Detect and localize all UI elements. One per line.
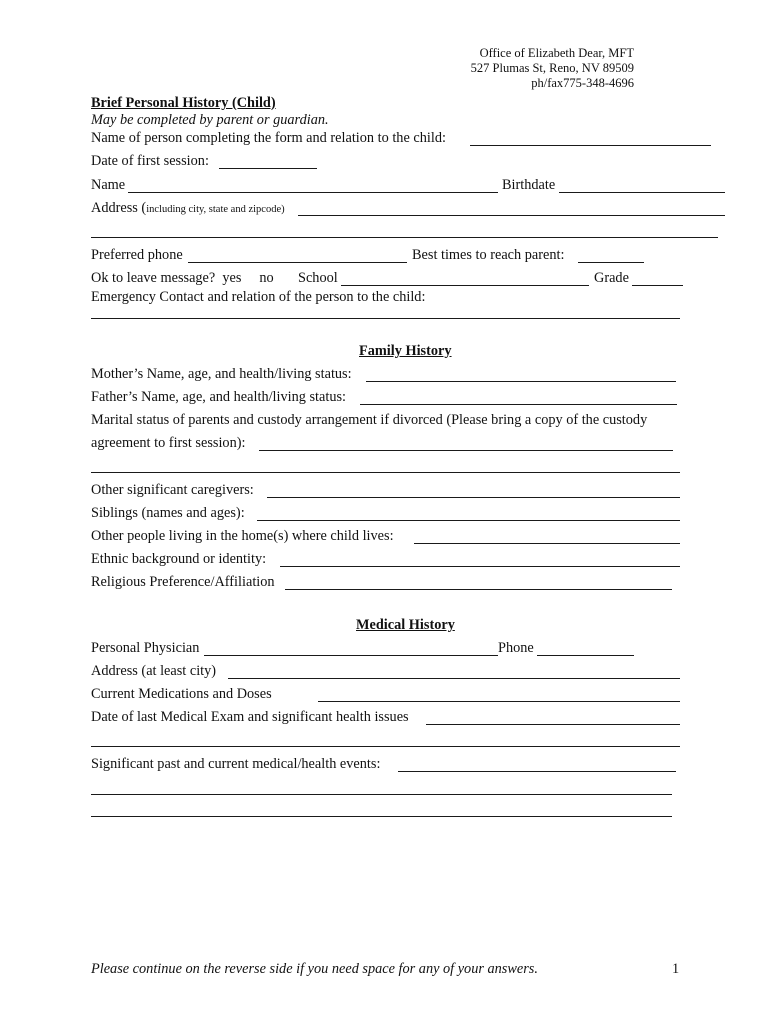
exam-field-2[interactable]: [91, 728, 684, 750]
grade-label: Grade: [594, 270, 629, 286]
exam-label: Date of last Medical Exam and significant health issues: [91, 709, 409, 725]
name-label: Name: [91, 177, 126, 193]
name-field[interactable]: [128, 174, 502, 196]
birthdate-label: Birthdate: [502, 177, 556, 193]
others-in-home-field[interactable]: [414, 525, 684, 547]
marital-label-2: agreement to first session):: [91, 435, 246, 451]
office-name: Office of Elizabeth Dear, MFT: [479, 46, 634, 60]
first-session-label: Date of first session:: [91, 153, 209, 169]
physician-phone-label: Phone: [498, 640, 534, 656]
medications-field[interactable]: [318, 683, 684, 705]
marital-field-1[interactable]: [259, 432, 677, 454]
first-session-field[interactable]: [219, 150, 321, 172]
father-field[interactable]: [360, 386, 681, 408]
emergency-label: Emergency Contact and relation of the person to the child:: [91, 289, 426, 305]
form-subtitle: May be completed by parent or guardian.: [91, 112, 329, 128]
ethnic-label: Ethnic background or identity:: [91, 551, 267, 567]
events-label: Significant past and current medical/health events:: [91, 756, 381, 772]
others-in-home-label: Other people living in the home(s) where child lives:: [91, 528, 394, 544]
office-phone: ph/fax775-348-4696: [531, 76, 634, 90]
form-title: Brief Personal History (Child): [91, 95, 276, 111]
caregivers-field[interactable]: [267, 479, 684, 501]
school-field[interactable]: [341, 267, 593, 289]
physician-phone-field[interactable]: [537, 637, 638, 659]
phone-label: Preferred phone: [91, 247, 183, 263]
grade-field[interactable]: [632, 267, 687, 289]
caregivers-label: Other significant caregivers:: [91, 482, 254, 498]
best-times-field[interactable]: [578, 244, 648, 266]
religious-field[interactable]: [285, 571, 676, 593]
exam-field-1[interactable]: [426, 706, 684, 728]
physician-label: Personal Physician: [91, 640, 200, 656]
office-header: [400, 46, 634, 91]
mother-label: Mother’s Name, age, and health/living status:: [91, 366, 352, 382]
address-field-1[interactable]: [298, 197, 729, 219]
marital-label-1: Marital status of parents and custody arrangement if divorced (Please bring a copy of the custody: [91, 412, 648, 428]
medications-label: Current Medications and Doses: [91, 686, 272, 702]
siblings-field[interactable]: [257, 502, 684, 524]
medical-address-label: Address (at least city): [91, 663, 217, 679]
events-field-3[interactable]: [91, 798, 676, 820]
events-field-1[interactable]: [398, 753, 680, 775]
medical-history-title: Medical History: [356, 617, 455, 633]
family-history-title: Family History: [359, 343, 452, 359]
marital-field-2[interactable]: [91, 454, 684, 476]
medical-address-field[interactable]: [228, 660, 684, 682]
address-field-2[interactable]: [91, 219, 722, 241]
events-field-2[interactable]: [91, 776, 676, 798]
leave-message-label: Ok to leave message? yes no: [91, 270, 274, 286]
siblings-label: Siblings (names and ages):: [91, 505, 245, 521]
birthdate-field[interactable]: [559, 174, 729, 196]
ethnic-field[interactable]: [280, 548, 684, 570]
address-hint: including city, state and zipcode): [146, 204, 285, 215]
completer-label: Name of person completing the form and relation to the child:: [91, 130, 446, 146]
best-times-label: Best times to reach parent:: [412, 247, 565, 263]
office-address: 527 Plumas St, Reno, NV 89509: [470, 61, 634, 75]
religious-label: Religious Preference/Affiliation: [91, 574, 275, 590]
continue-note: Please continue on the reverse side if you need space for any of your answers.: [91, 961, 538, 977]
page-number: 1: [672, 961, 680, 977]
address-label-text: Address (: [91, 200, 147, 216]
phone-field[interactable]: [188, 244, 411, 266]
emergency-field[interactable]: [91, 300, 684, 322]
school-label: School: [298, 270, 338, 286]
father-label: Father’s Name, age, and health/living status:: [91, 389, 347, 405]
mother-field[interactable]: [366, 363, 680, 385]
physician-field[interactable]: [204, 637, 502, 659]
address-label: [91, 199, 285, 219]
completer-field[interactable]: [470, 127, 715, 149]
